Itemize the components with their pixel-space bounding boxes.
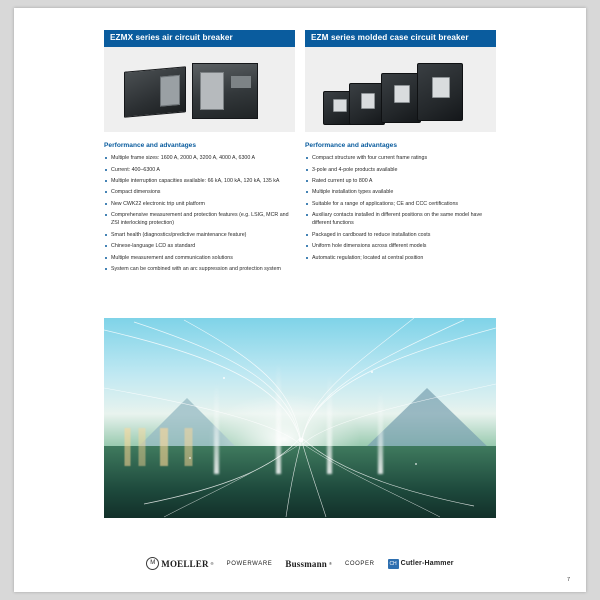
acb-unit-left-icon [124, 66, 186, 117]
list-item: Comprehensive measurement and protection features (e.g. LSIG, MCR and ZSI interlocking protection) [104, 211, 295, 227]
performance-list-ezmx [104, 154, 295, 273]
list-item: 3-pole and 4-pole products available [305, 166, 496, 174]
cutler-hammer-mark-icon: CH [389, 560, 397, 567]
performance-heading-ezmx: Performance and advantages [104, 142, 196, 150]
document-page [14, 8, 586, 592]
list-item: Suitable for a range of applications; CE and CCC certifications [305, 200, 496, 208]
list-item: Compact dimensions [104, 188, 295, 196]
logo-bussmann [285, 559, 332, 569]
logo-cutler-hammer [388, 559, 454, 569]
list-item: Smart health (diagnostics/predictive maintenance feature) [104, 231, 295, 239]
list-item: Multiple measurement and communication solutions [104, 254, 295, 262]
registered-mark: ® [210, 561, 214, 566]
list-item: Compact structure with four current frame ratings [305, 154, 496, 162]
logo-label: MOELLER [161, 558, 209, 569]
acb-unit-right-icon [192, 63, 258, 119]
product-title-ezmx: EZMX series air circuit breaker [104, 30, 295, 47]
air-circuit-breaker-photo [104, 47, 295, 132]
logo-label: Cutler-Hammer [400, 560, 454, 567]
registered-mark: ® [329, 561, 332, 566]
product-column-ezm [305, 30, 496, 276]
list-item: Auxiliary contacts installed in different positions on the same model have different functions [305, 211, 496, 227]
list-item: Packaged in cardboard to reduce installation costs [305, 231, 496, 239]
list-item: Rated current up to 800 A [305, 177, 496, 185]
list-item: Automatic regulation; located at central position [305, 254, 496, 262]
logo-label: Bussmann [285, 558, 327, 569]
product-column-ezmx [104, 30, 295, 276]
list-item: Multiple interruption capacities available: 66 kA, 100 kA, 120 kA, 135 kA [104, 177, 295, 185]
hero-network-lines-icon [104, 318, 496, 518]
moeller-mark-icon: M [146, 557, 159, 570]
list-item: System can be combined with an arc suppression and protection system [104, 265, 295, 273]
performance-heading-ezm: Performance and advantages [305, 142, 397, 150]
product-columns [14, 30, 586, 276]
list-item: Chinese-language LCD as standard [104, 242, 295, 250]
page-number: 7 [566, 577, 570, 583]
list-item: Uniform hole dimensions across different models [305, 242, 496, 250]
mcb-unit-3-icon [381, 73, 421, 123]
product-title-ezm: EZM series molded case circuit breaker [305, 30, 496, 47]
list-item: New CWK22 electronic trip unit platform [104, 200, 295, 208]
molded-case-circuit-breaker-photo [305, 47, 496, 132]
list-item: Multiple installation types available [305, 188, 496, 196]
logo-powerware [227, 561, 273, 567]
footer-logo-bar [14, 557, 586, 570]
logo-label: COOPER [344, 560, 375, 567]
logo-moeller [146, 557, 213, 570]
performance-list-ezm [305, 154, 496, 262]
mcb-unit-4-icon [417, 63, 463, 121]
logo-label: POWERWARE [226, 560, 273, 567]
list-item: Multiple frame sizes: 1600 A, 2000 A, 3200 A, 4000 A, 6300 A [104, 154, 295, 162]
hero-image [104, 318, 496, 518]
logo-cooper [345, 561, 375, 567]
mcb-unit-2-icon [349, 83, 385, 125]
list-item: Current: 400–6300 A [104, 166, 295, 174]
